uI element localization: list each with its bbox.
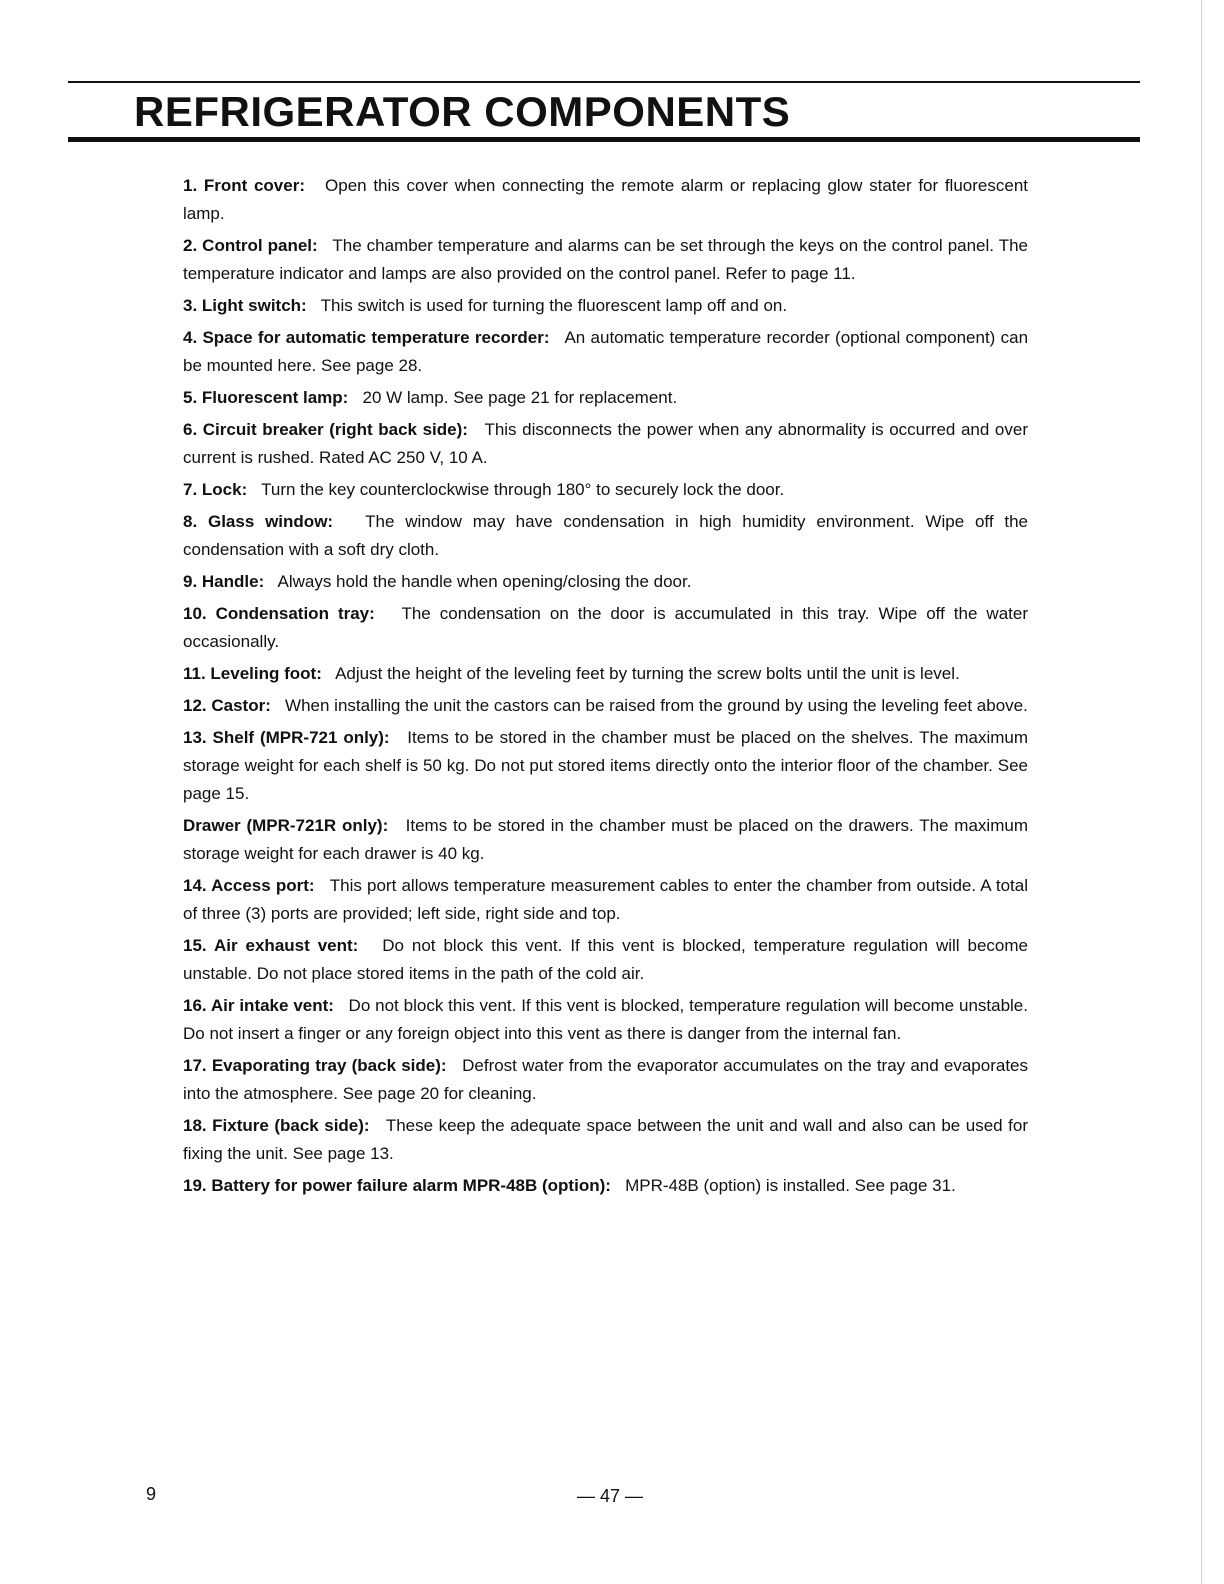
component-description: 20 W lamp. See page 21 for replacement. <box>362 388 678 407</box>
component-description: Do not block this vent. If this vent is blocked, temperature regulation will become unstable. Do not insert a finger or any foreign object into this vent as there is danger from the internal fan. <box>183 996 1028 1043</box>
component-item <box>183 1052 1028 1108</box>
component-item <box>183 872 1028 928</box>
component-term: 11. Leveling foot: <box>183 664 322 683</box>
component-description: Open this cover when connecting the remote alarm or replacing glow stater for fluorescent lamp. <box>183 176 1028 223</box>
component-description: Turn the key counterclockwise through 180° to securely lock the door. <box>261 480 785 499</box>
component-item <box>183 416 1028 472</box>
component-description: Adjust the height of the leveling feet by turning the screw bolts until the unit is level. <box>335 664 960 683</box>
header-bottom-rule <box>68 137 1140 142</box>
component-description: Defrost water from the evaporator accumulates on the tray and evaporates into the atmosphere. See page 20 for cleaning. <box>183 1056 1029 1103</box>
component-description: This switch is used for turning the fluorescent lamp off and on. <box>320 296 788 315</box>
component-item <box>183 384 1028 412</box>
component-term: Drawer (MPR-721R only): <box>183 816 389 835</box>
component-item <box>183 724 1028 808</box>
component-term: 13. Shelf (MPR-721 only): <box>183 728 390 747</box>
component-item <box>183 1172 1028 1200</box>
component-item <box>183 172 1028 228</box>
component-term: 4. Space for automatic temperature recorder: <box>183 328 550 347</box>
page-footer-number: — 47 — <box>576 1486 644 1506</box>
component-term: 17. Evaporating tray (back side): <box>183 1056 447 1075</box>
component-item <box>183 508 1028 564</box>
component-description: Always hold the handle when opening/closing the door. <box>277 572 692 591</box>
component-description: Do not block this vent. If this vent is blocked, temperature regulation will become unstable. Do not place stored items in the path of the cold air. <box>183 936 1028 983</box>
component-term: 16. Air intake vent: <box>183 996 334 1015</box>
component-item <box>183 600 1028 656</box>
page-number: 9 <box>146 1484 157 1504</box>
scan-edge-line <box>1201 0 1202 1584</box>
header-top-rule <box>68 81 1140 83</box>
component-term: 14. Access port: <box>183 876 315 895</box>
component-term: 3. Light switch: <box>183 296 307 315</box>
component-term: 5. Fluorescent lamp: <box>183 388 349 407</box>
component-term: 15. Air exhaust vent: <box>183 936 359 955</box>
component-item <box>183 932 1028 988</box>
component-description: These keep the adequate space between the unit and wall and also can be used for fixing the unit. See page 13. <box>183 1116 1028 1163</box>
component-term: 6. Circuit breaker (right back side): <box>183 420 468 439</box>
component-list <box>183 172 1028 1204</box>
component-item <box>183 1112 1028 1168</box>
component-description: The chamber temperature and alarms can be set through the keys on the control panel. The temperature indicator and lamps are also provided on the control panel. Refer to page 11. <box>183 236 1028 283</box>
component-item <box>183 660 1028 688</box>
component-term: 12. Castor: <box>183 696 271 715</box>
component-term: 8. Glass window: <box>183 512 334 531</box>
component-term: 10. Condensation tray: <box>183 604 375 623</box>
component-description: MPR-48B (option) is installed. See page 31. <box>625 1176 956 1195</box>
component-term: 18. Fixture (back side): <box>183 1116 370 1135</box>
component-term: 1. Front cover: <box>183 176 305 195</box>
component-description: Items to be stored in the chamber must be placed on the shelves. The maximum storage weight for each shelf is 50 kg. Do not put stored items directly onto the interior floor of the chamber. See page 15. <box>183 728 1028 803</box>
component-description: This disconnects the power when any abnormality is occurred and over current is rushed. Rated AC 250 V, 10 A. <box>183 420 1028 467</box>
page-title: REFRIGERATOR COMPONENTS <box>134 88 791 135</box>
component-description: The window may have condensation in high humidity environment. Wipe off the condensation with a soft dry cloth. <box>183 512 1028 559</box>
component-item <box>183 232 1028 288</box>
component-term: 2. Control panel: <box>183 236 318 255</box>
component-item <box>183 992 1028 1048</box>
component-item <box>183 812 1028 868</box>
component-item <box>183 692 1028 720</box>
component-item <box>183 324 1028 380</box>
component-item <box>183 568 1028 596</box>
component-term: 19. Battery for power failure alarm MPR-48B (option): <box>183 1176 611 1195</box>
component-description: Items to be stored in the chamber must be placed on the drawers. The maximum storage weight for each drawer is 40 kg. <box>183 816 1028 863</box>
component-description: When installing the unit the castors can be raised from the ground by using the leveling feet above. <box>285 696 1028 715</box>
component-description: An automatic temperature recorder (optional component) can be mounted here. See page 28. <box>183 328 1029 375</box>
component-term: 9. Handle: <box>183 572 265 591</box>
component-description: This port allows temperature measurement cables to enter the chamber from outside. A total of three (3) ports are provided; left side, right side and top. <box>183 876 1028 923</box>
component-term: 7. Lock: <box>183 480 248 499</box>
component-item <box>183 476 1028 504</box>
component-item <box>183 292 1028 320</box>
component-description: The condensation on the door is accumulated in this tray. Wipe off the water occasionally. <box>183 604 1028 651</box>
